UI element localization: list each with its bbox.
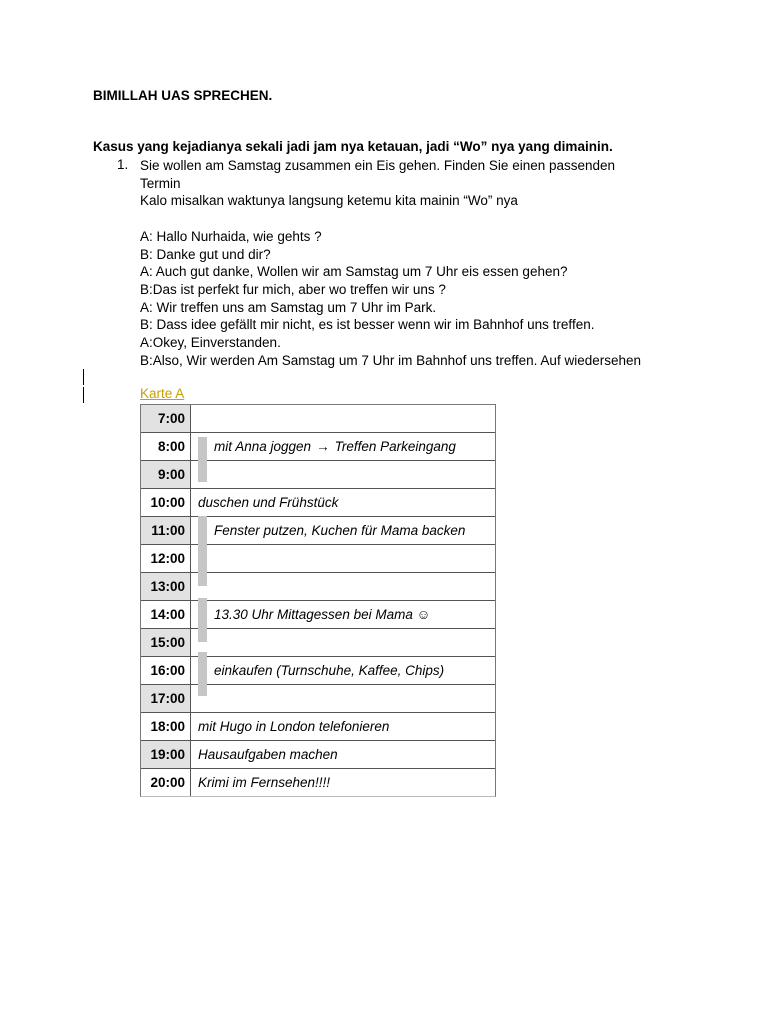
- task-cell: 13.30 Uhr Mittagessen bei Mama ☺: [214, 607, 431, 622]
- table-row: [141, 433, 495, 461]
- document-title: BIMILLAH UAS SPRECHEN.: [93, 88, 273, 103]
- dialogue-line: A: Wir treffen uns am Samstag um 7 Uhr im Park.: [140, 299, 437, 315]
- dialogue-line: A: Hallo Nurhaida, wie gehts ?: [140, 228, 322, 244]
- task-line: Termin: [140, 175, 181, 191]
- task-line: Sie wollen am Samstag zusammen ein Eis gehen. Finden Sie einen passenden: [140, 158, 616, 173]
- time-span-bar: [198, 437, 207, 482]
- time-cell: 8:00: [141, 433, 191, 460]
- task-cell: [191, 461, 495, 488]
- task-cell: [191, 545, 495, 572]
- text-cursor: [83, 369, 84, 385]
- table-row: [141, 545, 495, 573]
- time-cell: 16:00: [141, 657, 191, 684]
- time-cell: 17:00: [141, 685, 191, 712]
- dialogue-line: A:Okey, Einverstanden.: [140, 335, 281, 351]
- dialogue-line: B:Das ist perfekt fur mich, aber wo treffen wir uns ?: [140, 281, 446, 297]
- task-cell: einkaufen (Turnschuhe, Kaffee, Chips): [214, 663, 445, 678]
- schedule-table: [140, 404, 496, 797]
- task-cell: Hausaufgaben machen: [198, 747, 338, 762]
- table-row: [141, 713, 495, 741]
- list-item-content: [140, 157, 700, 369]
- table-row: [141, 573, 495, 601]
- time-cell: 19:00: [141, 741, 191, 768]
- table-row: [141, 657, 495, 685]
- task-cell: mit Hugo in London telefonieren: [198, 719, 390, 734]
- time-cell: 13:00: [141, 573, 191, 600]
- time-cell: 12:00: [141, 545, 191, 572]
- table-row: [141, 769, 495, 796]
- task-cell: [191, 573, 495, 600]
- task-cell: [191, 685, 495, 712]
- arrow-right-icon: →: [316, 439, 330, 454]
- list-number: 1.: [117, 157, 129, 172]
- time-cell: 14:00: [141, 601, 191, 628]
- time-span-bar: [198, 516, 207, 586]
- task-text: Treffen Parkeingang: [334, 439, 456, 454]
- dialogue-line: A: Auch gut danke, Wollen wir am Samstag um 7 Uhr eis essen gehen?: [140, 264, 568, 280]
- table-row: [141, 741, 495, 769]
- dialogue-line: B:Also, Wir werden Am Samstag um 7 Uhr im Bahnhof uns treffen. Auf wiedersehen: [140, 352, 641, 368]
- note-line: Kalo misalkan waktunya langsung ketemu kita mainin “Wo” nya: [140, 193, 518, 209]
- table-row: [141, 461, 495, 489]
- dialogue-line: B: Danke gut und dir?: [140, 246, 271, 262]
- table-row: [141, 601, 495, 629]
- karte-link[interactable]: Karte A: [140, 386, 185, 401]
- table-row: [141, 405, 495, 433]
- dialogue-line: B: Dass idee gefällt mir nicht, es ist besser wenn wir im Bahnhof uns treffen.: [140, 317, 595, 333]
- task-cell: [191, 405, 495, 432]
- time-cell: 10:00: [141, 489, 191, 516]
- task-cell: Fenster putzen, Kuchen für Mama backen: [214, 523, 466, 538]
- task-text: mit Anna joggen: [214, 439, 312, 454]
- section-heading: Kasus yang kejadianya sekali jadi jam nya ketauan, jadi “Wo” nya yang dimainin.: [93, 139, 613, 154]
- time-cell: 9:00: [141, 461, 191, 488]
- task-cell: [191, 629, 495, 656]
- time-cell: 15:00: [141, 629, 191, 656]
- task-cell: duschen und Frühstück: [198, 495, 339, 510]
- task-cell: Krimi im Fernsehen!!!!: [198, 775, 331, 790]
- table-row: [141, 629, 495, 657]
- time-span-bar: [198, 598, 207, 642]
- table-row: [141, 517, 495, 545]
- time-cell: 18:00: [141, 713, 191, 740]
- text-cursor: [83, 387, 84, 403]
- table-row: [141, 489, 495, 517]
- time-cell: 7:00: [141, 405, 191, 432]
- time-span-bar: [198, 652, 207, 696]
- table-row: [141, 685, 495, 713]
- time-cell: 11:00: [141, 517, 191, 544]
- task-cell: [191, 433, 495, 460]
- time-cell: 20:00: [141, 769, 191, 796]
